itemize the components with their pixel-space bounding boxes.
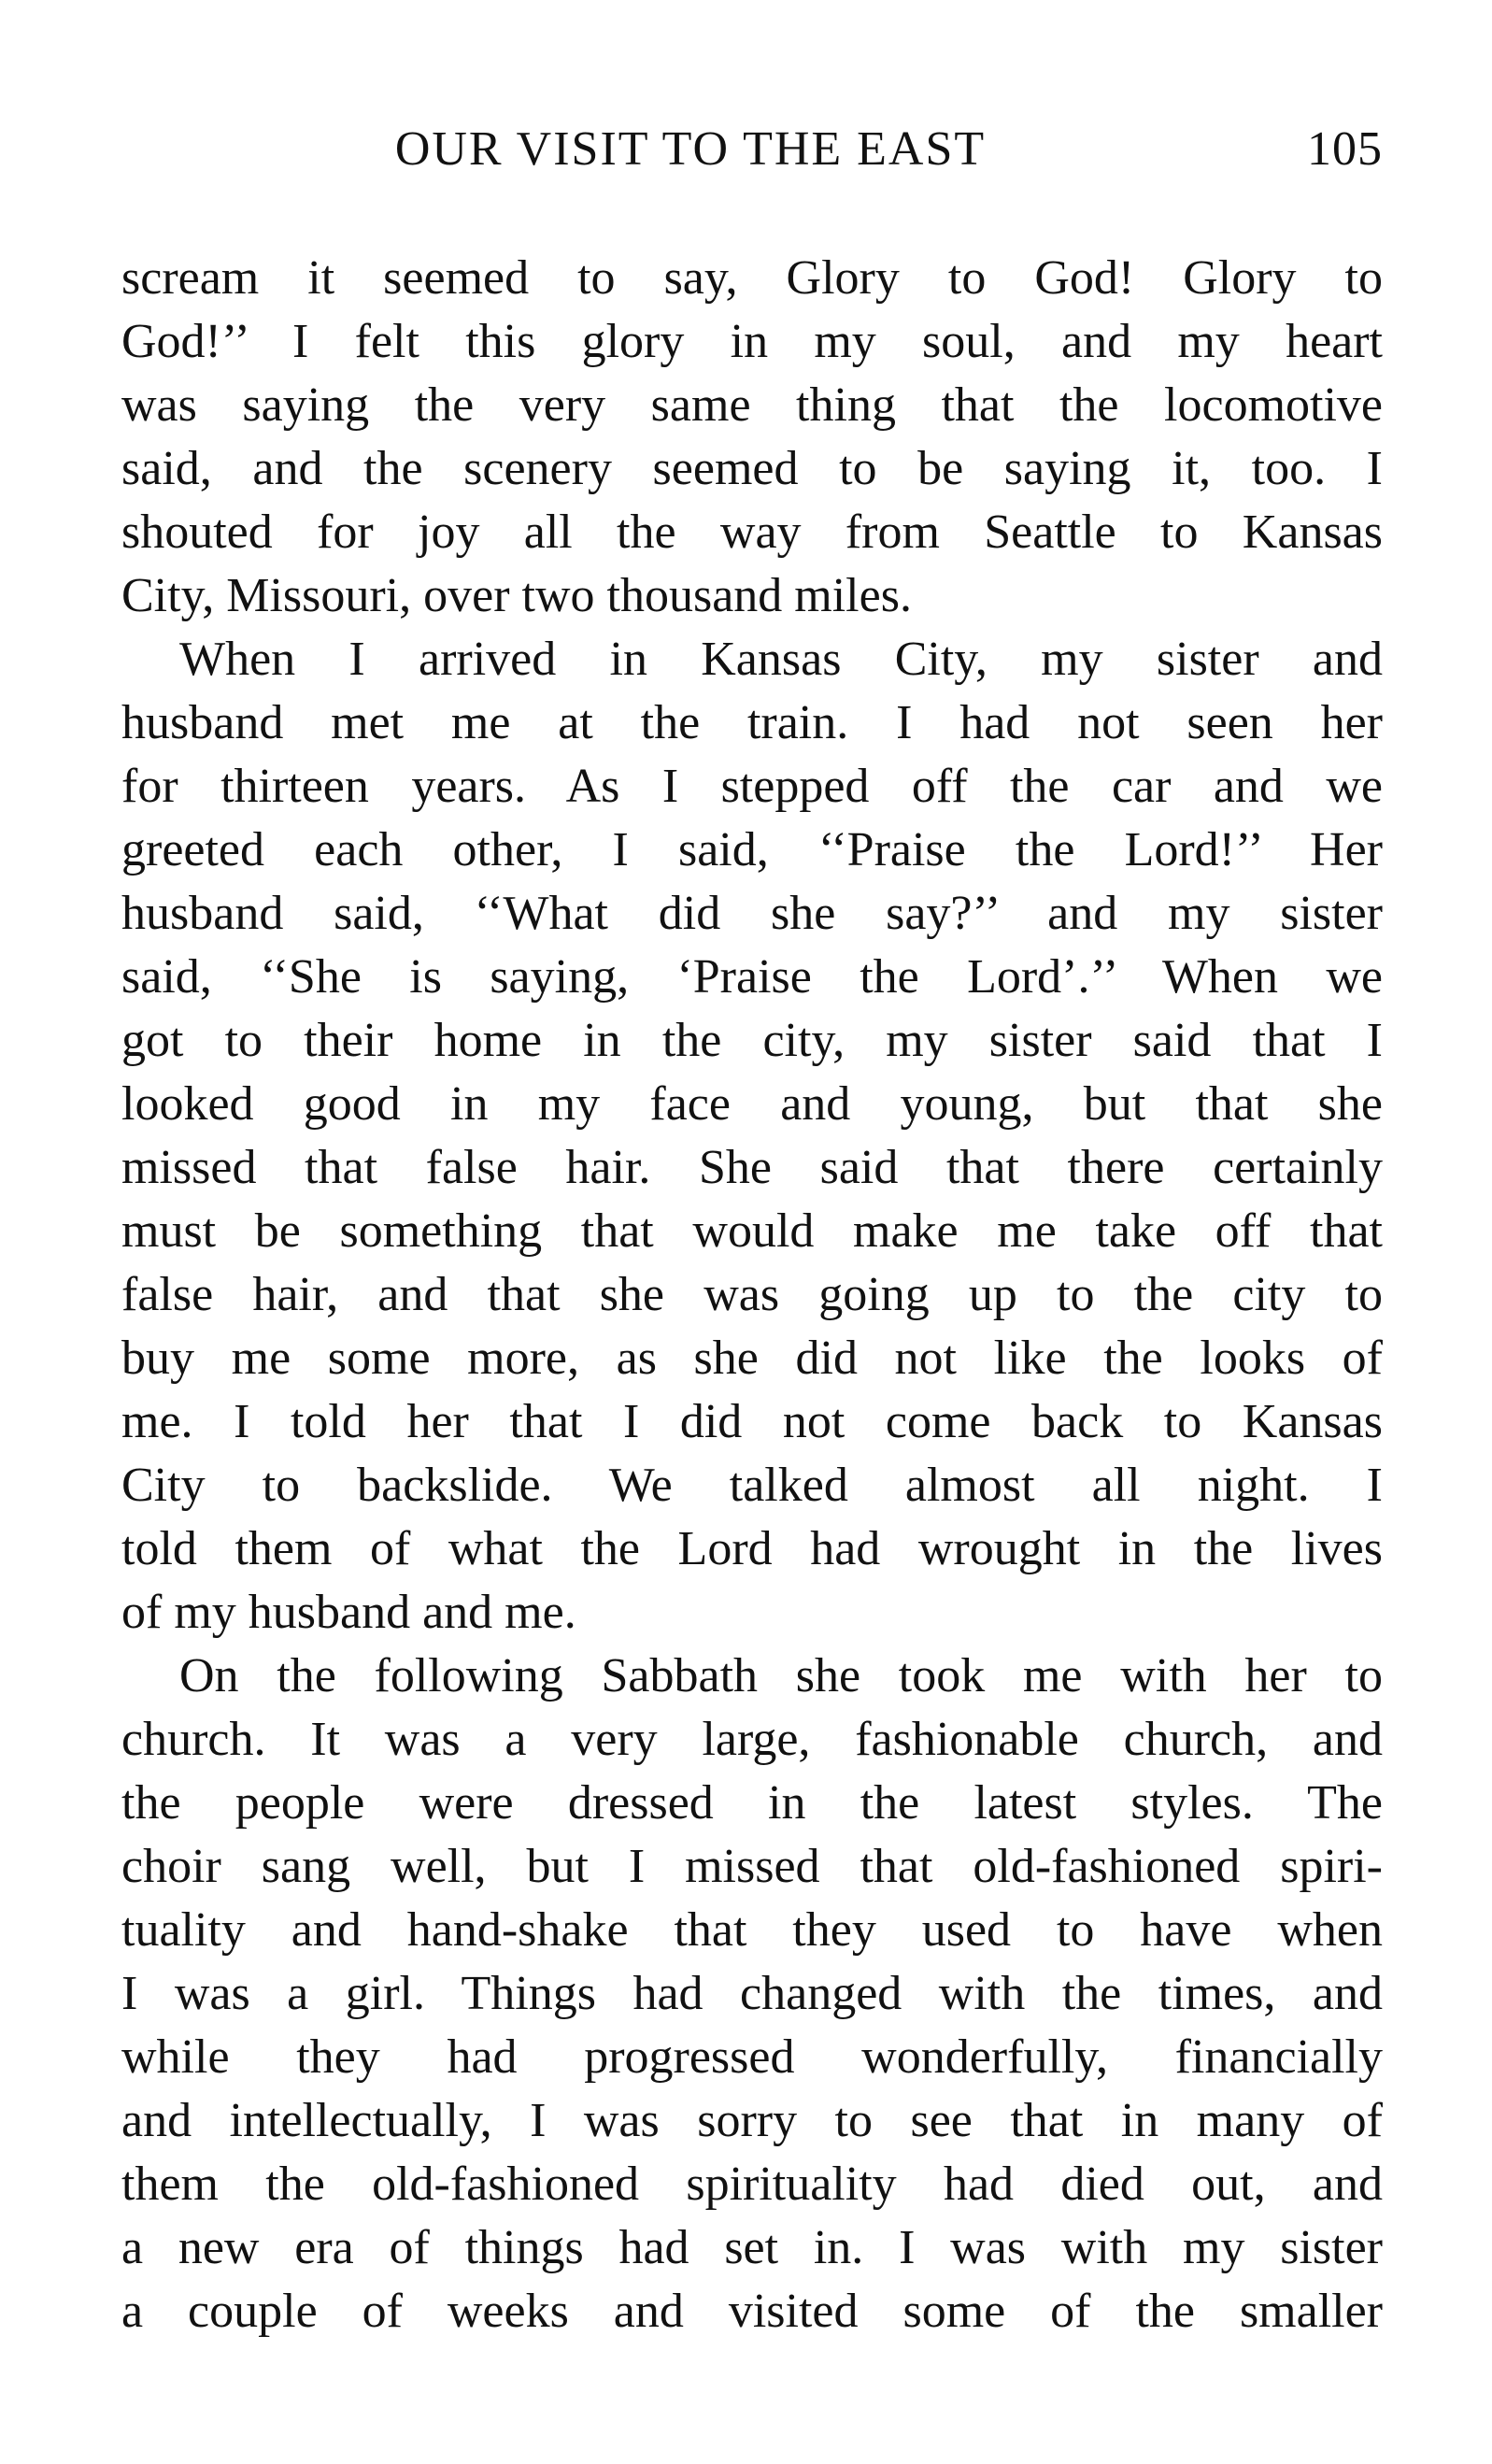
- text-line: looked good in my face and young, but that she: [121, 1077, 1383, 1131]
- text-line: told them of what the Lord had wrought in the lives: [121, 1522, 1383, 1575]
- text-line: must be something that would make me take off that: [121, 1204, 1383, 1258]
- text-line: a new era of things had set in. I was with my sister: [121, 2221, 1383, 2274]
- text-line: said, and the scenery seemed to be saying it, too. I: [121, 442, 1383, 495]
- text-line: church. It was a very large, fashionable church, and: [121, 1713, 1383, 1766]
- running-title: OUR VISIT TO THE EAST: [394, 122, 987, 176]
- text-line: false hair, and that she was going up to the city to: [121, 1268, 1383, 1321]
- text-line: God!’’ I felt this glory in my soul, and my heart: [121, 315, 1383, 368]
- text-line: husband said, ‘‘What did she say?’’ and my sister: [121, 887, 1383, 940]
- text-line: choir sang well, but I missed that old-fashioned spiri-: [121, 1840, 1383, 1893]
- text-line: City, Missouri, over two thousand miles.: [121, 569, 912, 622]
- text-line: me. I told her that I did not come back to Kansas: [121, 1395, 1383, 1448]
- text-line: a couple of weeks and visited some of the smaller: [121, 2285, 1383, 2338]
- page-number: 105: [1307, 122, 1383, 176]
- text-line: the people were dressed in the latest styles. The: [121, 1776, 1383, 1830]
- text-line: buy me some more, as she did not like the looks of: [121, 1332, 1383, 1385]
- paragraph: [121, 628, 1383, 1645]
- text-line: said, ‘‘She is saying, ‘Praise the Lord’.’’ When we: [121, 950, 1383, 1004]
- paragraph: [121, 247, 1383, 628]
- text-line: of my husband and me.: [121, 1586, 576, 1639]
- text-line: scream it seemed to say, Glory to God! Glory to: [121, 251, 1383, 305]
- paragraph: [121, 1645, 1383, 2343]
- running-head: [121, 120, 1383, 179]
- text-line: for thirteen years. As I stepped off the car and we: [121, 760, 1383, 813]
- text-line: tuality and hand-shake that they used to have when: [121, 1903, 1383, 1957]
- text-line: missed that false hair. She said that there certainly: [121, 1141, 1383, 1194]
- text-line: When I arrived in Kansas City, my sister and: [179, 633, 1383, 686]
- text-line: shouted for joy all the way from Seattle to Kansas: [121, 506, 1383, 559]
- text-line: them the old-fashioned spirituality had died out, and: [121, 2158, 1383, 2211]
- text-line: On the following Sabbath she took me with her to: [179, 1649, 1383, 1702]
- text-line: was saying the very same thing that the locomotive: [121, 378, 1383, 432]
- body-text: [121, 247, 1383, 2343]
- text-line: and intellectually, I was sorry to see that in many of: [121, 2094, 1383, 2147]
- text-line: City to backslide. We talked almost all night. I: [121, 1459, 1383, 1512]
- text-line: husband met me at the train. I had not seen her: [121, 696, 1383, 749]
- text-line: greeted each other, I said, ‘‘Praise the Lord!’’ Her: [121, 823, 1383, 876]
- text-line: got to their home in the city, my sister said that I: [121, 1014, 1383, 1067]
- text-line: I was a girl. Things had changed with the times, and: [121, 1967, 1383, 2020]
- text-line: while they had progressed wonderfully, financially: [121, 2030, 1383, 2084]
